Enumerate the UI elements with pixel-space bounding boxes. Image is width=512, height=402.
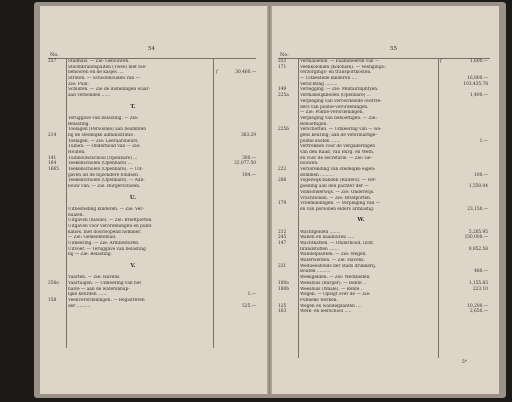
entry-text: Tuinbouwsschool (Openbare) ...	[68, 155, 138, 161]
entry-text: Vaarten. — Zie: Havens.	[68, 275, 121, 281]
entry-text: Teekenscholen (Openbare). — Uit-	[68, 167, 143, 173]
entry-text: bouwen.	[300, 161, 319, 167]
entry-text: politie kosten .......	[300, 138, 341, 144]
entry-amount: 1.—	[247, 292, 256, 298]
entry-amount: 10,200.—	[467, 303, 488, 309]
entry-amount: 16,800.—	[467, 76, 488, 82]
entry-text: Verlichting .........	[300, 81, 338, 87]
entry-amount: 150,000.—	[464, 235, 488, 241]
entry-amount: 223.10	[472, 286, 488, 292]
index-entries	[48, 59, 258, 309]
entry-text: Uitgaven (Kleine). — Zie: Brieftporten.	[68, 218, 153, 224]
entry-text: Straten. — Schoonhouden van —	[68, 76, 140, 82]
entry-text: Vreemdelingen. — Verpleging van —	[300, 201, 380, 207]
entry-number: 231	[278, 263, 287, 269]
section-letter: W.	[357, 217, 365, 224]
entry-text: Weekgelden. — Zie: Werklieden.	[300, 275, 371, 281]
entry-text: Bouten ..........	[300, 269, 331, 275]
entry-text: bij — Zie: Belasting.	[68, 252, 113, 258]
entry-number: 147	[278, 241, 287, 246]
entry-text: Verschotten. — Uitkeering van — wo-	[300, 127, 382, 133]
entry-amount: 480.—	[474, 269, 488, 275]
currency-symbol: f	[216, 70, 218, 76]
entry-text: Uitvoer. — Teruggave van belasting	[68, 246, 146, 252]
entry-text: Teruggave van belasting. — Zie:	[68, 115, 139, 121]
entry-amount: 8,852.58	[468, 246, 488, 252]
entry-text: goeding aan den pachter der —	[300, 184, 369, 190]
entry-number: 171	[278, 64, 287, 70]
entry-amount: 1,400.—	[470, 93, 488, 99]
entry-text: Stadhuis. — Zie: Gebouwen.	[68, 59, 130, 64]
page-number: 54	[148, 46, 155, 52]
entry-text: van den Raad, van Burg. en Weth.	[300, 150, 375, 155]
entry-text: — Zie: Politie-verordeningen.	[300, 110, 364, 116]
entry-number: 212	[278, 229, 287, 235]
entry-text: Vrachtlonen. — Zie: Briefporten.	[300, 195, 372, 201]
entry-text: katies, met doorloopend nommer.	[68, 229, 142, 235]
book-spread	[34, 2, 506, 398]
entry-text: Behoeftigen.	[300, 121, 328, 127]
entry-text: — Uitbestede kinderen ....	[300, 76, 358, 82]
entry-text: Vertrekken voor de vergaderingen	[300, 144, 376, 150]
entry-text: Veenverordeningen. — Registreren	[68, 297, 145, 303]
entry-amount: 103,435.78	[463, 81, 488, 87]
entry-amount: 363.29	[240, 132, 256, 138]
entry-text: Verpleging van veroordeelde overtre-	[300, 98, 382, 104]
entry-text: Wegen en wandelplanten ....	[300, 303, 362, 309]
entry-amount: 100.—	[474, 172, 488, 178]
entry-text: brandstoffen .......	[300, 246, 339, 252]
currency-symbol: f	[440, 59, 442, 64]
footer-signature: 5*	[462, 360, 467, 365]
entry-number: 149	[278, 87, 287, 93]
entry-text: verzorgings- en transportkosten.	[300, 70, 372, 76]
entry-text: halve — aan de watersnbap-	[68, 286, 130, 292]
entry-number: 125	[278, 303, 287, 309]
entry-text: Uitgaven voor verordeningen en publi-	[68, 223, 153, 229]
number-column-label: No.	[50, 52, 59, 58]
entry-text: Vermaliedon. — Examineeren van —	[300, 59, 380, 64]
entry-text: ders van politie-verordeningen.	[300, 104, 369, 110]
entry-amount: 2,650.—	[470, 309, 488, 315]
entry-text: huizen.	[68, 212, 84, 218]
entry-number: 141	[48, 155, 57, 161]
entry-text: Vaartuigen. — Uitkeering van het	[68, 280, 142, 286]
entry-text: bij de stedelijke administratie .	[68, 132, 136, 138]
entry-text: Werk- en leerschool .....	[300, 309, 352, 315]
entry-text: Wedueeafonds der stads drukkerij.	[300, 263, 377, 269]
entry-amount: 1,550.04	[468, 184, 488, 190]
entry-number: 257	[48, 59, 57, 64]
entry-number: 179	[278, 201, 287, 207]
entry-text: en van personen elders armlastig.	[300, 206, 375, 212]
section-letter: T.	[130, 103, 136, 110]
entry-text: Toelagen. — Zie: Leeraarsbeurs.	[68, 138, 139, 144]
entry-text: Houten.	[68, 150, 86, 155]
entry-text: Weesbuis (Waale). — Rente ..	[300, 286, 364, 292]
entry-text: Teekenscholen (Openbare). — Aan-	[68, 178, 145, 184]
entry-amount: 184.—	[242, 172, 256, 178]
entry-amount: 23,150.—	[467, 206, 488, 212]
entry-text: Uitkeering. — Zie: Armbesturen.	[68, 241, 140, 246]
entry-number: 222	[278, 167, 287, 173]
number-column-label: No.	[280, 52, 289, 58]
entry-number: 225a	[278, 93, 289, 99]
entry-text: gens keuring; aan de veterinärhge-	[300, 132, 377, 138]
entry-text: Stoombrandspuiten (Twee) met toe-	[68, 64, 147, 70]
entry-amount: 1,155.83	[468, 280, 488, 286]
entry-amount: 525.—	[242, 303, 256, 309]
entry-text: en voor de secretarie. — Zie: Ge-	[300, 155, 372, 161]
entry-text: Verlegging. — Zie: Militairdiphtyen.	[300, 87, 379, 93]
page-number: 55	[390, 46, 397, 52]
entry-text: dommen ..........	[300, 172, 334, 178]
entry-text: — Zie: Gemeenteblad.	[68, 235, 117, 241]
left-page	[40, 6, 267, 394]
entry-text: Tuinen. — Onderhoud van — Zie:	[68, 144, 141, 150]
index-entry-row	[48, 304, 258, 310]
entry-number: 164	[48, 161, 57, 167]
entry-number: 163	[278, 309, 287, 315]
index-entries	[278, 59, 492, 315]
entry-text: Wallen en kaaimuren .....	[300, 235, 355, 241]
section-letter: U.	[129, 194, 137, 201]
entry-text: Waterwerken. — Zie: Havens.	[300, 258, 365, 264]
entry-text: Uitbesteding kinderen. — Zie: Ver-	[68, 206, 144, 212]
entry-text: bouw van. — Zie: Burgerscholen.	[68, 184, 141, 190]
entry-text: Verpleging van behoeftigen. — Zie:	[300, 115, 377, 121]
entry-text: Wandelplanten. — Zie: Wegen.	[300, 252, 367, 258]
section-letter: V.	[130, 262, 136, 269]
entry-number: 288	[278, 178, 287, 184]
entry-text: lijke keurden .......	[68, 292, 108, 298]
entry-number: 253	[278, 59, 287, 64]
entry-text: aan verbonden ......	[68, 93, 111, 99]
entry-number: 158	[48, 297, 57, 303]
entry-text: Vermakelijkheden (Openbare) ...	[300, 93, 371, 99]
entry-text: Wachtgelden ........	[300, 229, 341, 235]
entry-amount: 1,600.—	[470, 59, 488, 64]
entry-number: 245	[278, 235, 287, 241]
entry-amount: 300.—	[242, 155, 256, 161]
entry-amount: 1.—	[479, 138, 488, 144]
entry-number: 256o	[48, 280, 59, 286]
entry-number: 180b	[278, 286, 289, 292]
entry-text: Volksonderwijs. — Zie: Onderwijs.	[300, 189, 375, 195]
entry-text: gaven uit de bijzondere fondsen .	[68, 172, 141, 178]
entry-text: Toelagen (Persoonle) aan beambten	[68, 127, 147, 133]
entry-text: Publieke werken.	[300, 297, 338, 303]
entry-text: Zie: Puin.	[68, 81, 89, 87]
entry-text: Teekenscholen (Openbare) ...	[68, 161, 132, 167]
entry-number: 1665	[48, 167, 59, 173]
entry-amount: 5,265.95	[468, 229, 488, 235]
entry-text: Schuiten. — Zie de instellingen waar-	[68, 87, 150, 93]
entry-text: Vogelwijk-banden (Ruiters). — Ver-	[300, 178, 377, 184]
entry-text: Wachtkatten. — Onderhoud, licht,	[300, 241, 375, 246]
entry-amount: 30,460.—	[235, 70, 256, 76]
index-entry-row	[278, 309, 492, 315]
right-page	[272, 6, 499, 394]
entry-number: 180a	[278, 280, 289, 286]
entry-number: 225b	[278, 127, 289, 133]
entry-text: Weesbuis (Burger). — Rente ..	[300, 280, 366, 286]
entry-text: der ..........	[68, 303, 91, 309]
entry-number: 214	[48, 132, 57, 138]
entry-amount: 32,077.50	[234, 161, 256, 167]
entry-text: Wegen. — Opzigt over de — Zie:	[300, 292, 371, 298]
entry-text: behooren en de kasjes ....	[68, 70, 124, 76]
entry-text: Belasting.	[68, 121, 90, 127]
entry-text: Verzorending van stedelijke eigen-	[300, 167, 376, 173]
entry-text: Veenkoloniën (Koloniën). — Vestigings-,	[300, 64, 387, 70]
